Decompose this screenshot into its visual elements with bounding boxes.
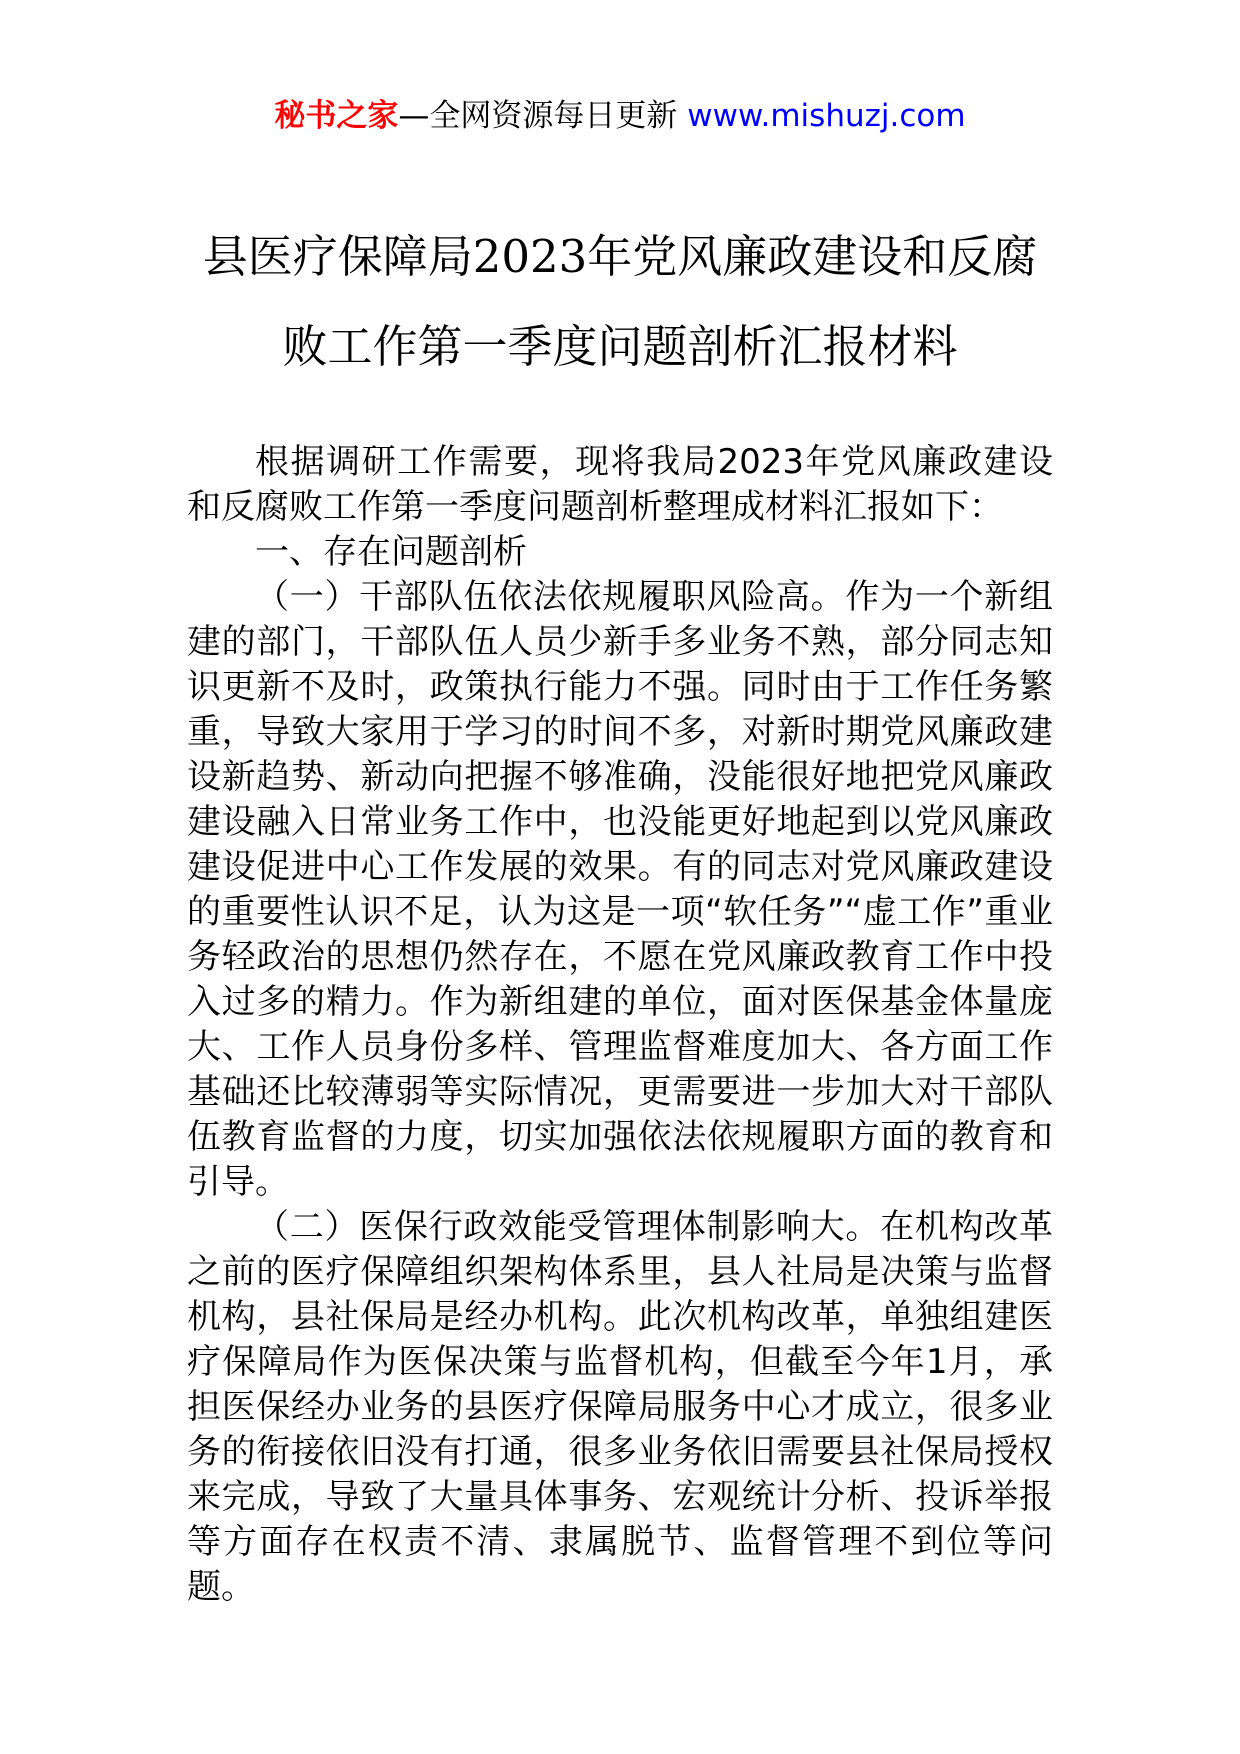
section-heading: 一、存在问题剖析 bbox=[255, 532, 527, 572]
body-paragraph: （二）医保行政效能受管理体制影响大。在机构改革之前的医疗保障组织架构体系里，县人社局是决策与监督机构，县社保局是经办机构。此次机构改革，单独组建医疗保障局作为医保决策与监督机构，但截至今年1月，承担医保经办业务的县医疗保障局服务中心才成立，很多业务的衔接依旧没有打通，很多业务依旧需要县社保局授权来完成，导致了大量具体事务、宏观统计分析、投诉举报等方面存在权责不清、隶属脱节、监督管理不到位等问题。 bbox=[187, 1207, 1053, 1607]
brand-name: 秘书之家 bbox=[274, 98, 399, 134]
body-paragraph: （一）干部队伍依法依规履职风险高。作为一个新组建的部门，干部队伍人员少新手多业务不熟，部分同志知识更新不及时，政策执行能力不强。同时由于工作任务繁重，导致大家用于学习的时间不多，对新时期党风廉政建设新趋势、新动向把握不够准确，没能很好地把党风廉政建设融入日常业务工作中，也没能更好地起到以党风廉政建设促进中心工作发展的效果。有的同志对党风廉政建设的重要性认识不足，认为这是一项“软任务”“虚工作”重业务轻政治的思想仍然存在，不愿在党风廉政教育工作中投入过多的精力。作为新组建的单位，面对医保基金体量庞大、工作人员身份多样、管理监督难度加大、各方面工作基础还比较薄弱等实际情况，更需要进一步加大对干部队伍教育监督的力度，切实加强依法依规履职方面的教育和引导。 bbox=[187, 577, 1053, 1202]
intro-paragraph: 根据调研工作需要，现将我局2023年党风廉政建设和反腐败工作第一季度问题剖析整理成材料汇报如下： bbox=[187, 442, 1053, 527]
header-tagline: —全网资源每日更新 bbox=[398, 98, 688, 134]
site-url-link[interactable]: www.mishuzj.com bbox=[687, 98, 966, 134]
site-header bbox=[0, 96, 1240, 136]
document-title bbox=[180, 212, 1060, 392]
title-line-2: 败工作第一季度问题剖析汇报材料 bbox=[282, 320, 958, 373]
title-line-1: 县医疗保障局2023年党风廉政建设和反腐 bbox=[202, 230, 1038, 283]
document-body bbox=[187, 440, 1053, 1610]
